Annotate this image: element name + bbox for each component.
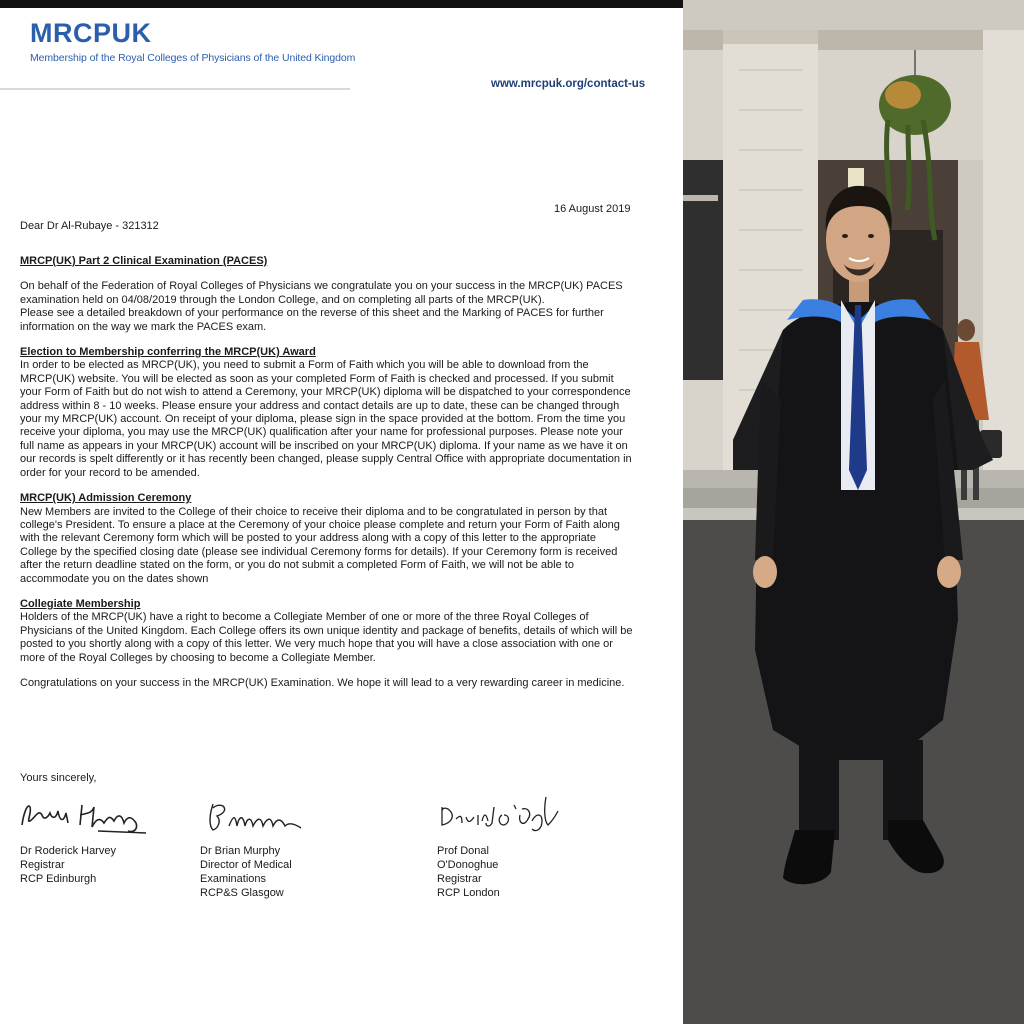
hand-right [937,556,961,588]
letter-heading: MRCP(UK) Part 2 Clinical Examination (PACES) [20,255,268,267]
trousers [799,740,839,840]
graduation-photo [683,0,1024,1024]
signatory-name: Dr Roderick Harvey [20,845,116,857]
signatory-college: RCP London [437,887,500,899]
letter-body [20,255,636,690]
intro-paragraph-2: Please see a detailed breakdown of your performance on the reverse of this sheet and the Marking of PACES for further information on the way we mark the PACES exam. [20,307,604,333]
signature-odonoghue [436,793,566,838]
section-text-election: In order to be elected as MRCP(UK), you need to submit a Form of Faith which you will be able to download from the MRCP(UK) website. You will be elected as soon as your completed Form of Faith is checked and processed. If you submit your Form of Faith but do not wish to attend a Ceremony, your MRCP(UK) diploma will be dispatched to your correspondence address within 8 - 10 weeks. Please ensure your address and contact details are up to date, these can be changed through your my MRCP(UK) account. On receipt of your diploma, please sign in the space provided at the bottom. From the time you receive your diploma, you may use the MRCP(UK) qualification after your name for professional purposes. Please note your full name as appears in your MRCP(UK) account will be inscribed on your MRCP(UK) diploma. If your name as we have it on our records is spelt differently or it has recently been changed, please supply Central Office with appropriate documentation in order for your record to be amended. [20,359,632,479]
section-text-collegiate: Holders of the MRCP(UK) have a right to become a Collegiate Member of one or more of the three Royal Colleges of Physicians of the United Kingdom. Each College offers its own unique identity and package of benefits, details of which will be posted to you shortly along with a copy of this letter. We very much hope that you will have a close association with one or more of the Royal Colleges by choosing to become a Collegiate Member. [20,611,633,664]
signatory-college: RCP Edinburgh [20,873,97,885]
intro-paragraph: On behalf of the Federation of Royal Colleges of Physicians we congratulate you on your success in the MRCP(UK) PACES examination held on 04/08/2019 through the London College, and on completing all parts of the MRCP(UK). [20,280,623,306]
pillar-right [983,30,1024,490]
signatory-college: RCP&S Glasgow [200,887,284,899]
header-rule [0,88,350,90]
signatory-name-cont: O'Donoghue [437,859,499,871]
signature-murphy [205,796,315,841]
signatory-role: Registrar [437,873,482,885]
letter-page [0,8,683,1024]
closing: Yours sincerely, [20,772,97,784]
signatory-name: Prof Donal [437,845,489,857]
signatory-role: Director of Medical [200,859,292,871]
mrcpuk-logo: MRCPUK [30,18,152,48]
section-text-ceremony: New Members are invited to the College of their choice to receive their diploma and to be congratulated in person by that college's President. To ensure a place at the Ceremony of your choice please complete and return your Form of Faith along with the relevant Ceremony form which will be posted to your address along with a copy of this letter to the appropriate College by the specified closing date (please see individual Ceremony forms for details). If your Ceremony form is received after the return deadline stated on the form, or you do not submit a completed Form of Faith, we will not be able to accommodate you on the dates shown [20,505,620,585]
website-link: www.mrcpuk.org/contact-us [491,78,646,90]
signatory-name: Dr Brian Murphy [200,845,281,857]
background-person [957,319,975,341]
signatory-murphy [200,844,292,900]
window [683,160,723,380]
congratulations-paragraph: Congratulations on your success in the MRCP(UK) Examination. We hope it will lead to a very rewarding career in medicine. [20,676,625,689]
salutation: Dear Dr Al-Rubaye - 321312 [20,220,159,232]
section-heading-election: Election to Membership conferring the MRCP(UK) Award [20,346,316,359]
signatory-role: Registrar [20,859,65,871]
signatory-role-cont: Examinations [200,873,267,885]
signatory-odonoghue [437,844,500,900]
letter-date: 16 August 2019 [554,203,631,215]
organisation-name: Membership of the Royal Colleges of Physicians of the United Kingdom [30,52,356,64]
hand-left [753,556,777,588]
section-heading-collegiate: Collegiate Membership [20,597,141,610]
signatory-harvey [20,844,116,886]
section-heading-ceremony: MRCP(UK) Admission Ceremony [20,492,192,505]
signature-harvey [18,793,148,838]
